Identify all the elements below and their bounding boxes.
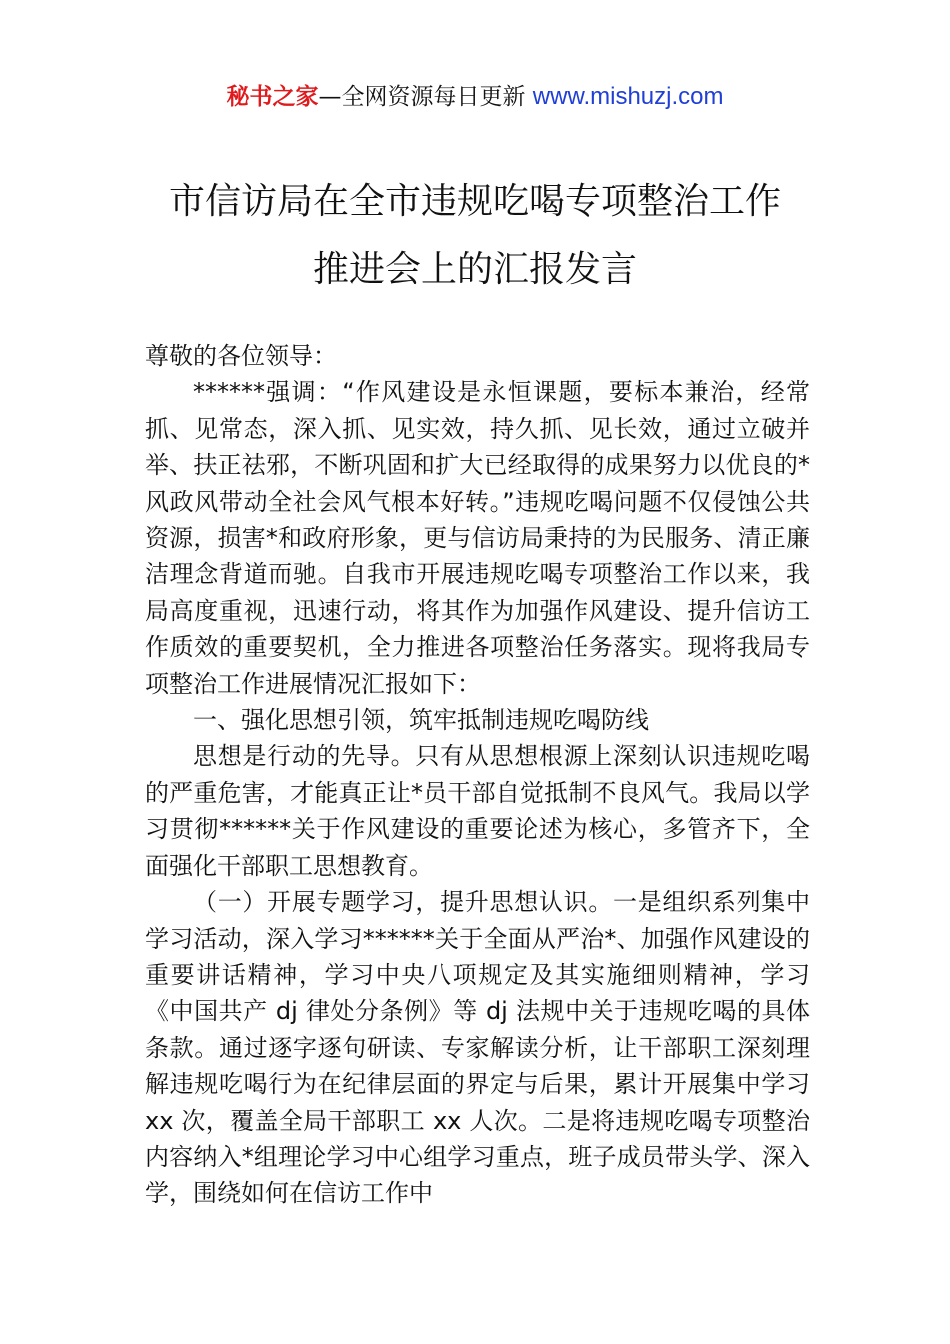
paragraph-section-1: 思想是行动的先导。只有从思想根源上深刻认识违规吃喝的严重危害，才能真正让*员干部自觉抵制不良风气。我局以学习贯彻******关于作风建设的重要论述为核心，多管齐下，全面强化干部职工思想教育。 xyxy=(145,742,810,880)
document-title-line-1: 市信访局在全市违规吃喝专项整治工作 xyxy=(168,181,781,222)
section-heading-1: 一、强化思想引领，筑牢抵制违规吃喝防线 xyxy=(193,706,649,735)
header-tagline: —全网资源每日更新 xyxy=(318,84,533,110)
brand-name: 秘书之家 xyxy=(226,84,319,110)
site-header xyxy=(0,80,950,114)
salutation: 尊敬的各位领导： xyxy=(145,342,337,370)
site-url-link[interactable]: www.mishuzj.com xyxy=(532,83,724,110)
paragraph-subsection-1: （一）开展专题学习，提升思想认识。一是组织系列集中学习活动，深入学习******关于全面从严治*、加强作风建设的重要讲话精神，学习中央八项规定及其实施细则精神，学习《中国共产 dj 律处分条例》等 dj 法规中关于违规吃喝的具体条款。通过逐字逐句研读、专家解读分析，让干部职工深刻理解违规吃喝行为在纪律层面的界定与后果，累计开展集中学习 xx 次，覆盖全局干部职工 xx 人次。二是将违规吃喝专项整治内容纳入*组理论学习中心组学习重点，班子成员带头学、深入学，围绕如何在信访工作中 xyxy=(145,888,810,1208)
paragraph-intro: ******强调：“作风建设是永恒课题，要标本兼治，经常抓、见常态，深入抓、见实效，持久抓、见长效，通过立破并举、扶正祛邪，不断巩固和扩大已经取得的成果努力以优良的*风政风带动全社会风气根本好转。”违规吃喝问题不仅侵蚀公共资源，损害*和政府形象，更与信访局秉持的为民服务、清正廉洁理念背道而驰。自我市开展违规吃喝专项整治工作以来，我局高度重视，迅速行动，将其作为加强作风建设、提升信访工作质效的重要契机，全力推进各项整治任务落实。现将我局专项整治工作进展情况汇报如下： xyxy=(145,378,810,698)
document-body xyxy=(145,338,810,1212)
document-title-line-2: 推进会上的汇报发言 xyxy=(312,249,637,290)
